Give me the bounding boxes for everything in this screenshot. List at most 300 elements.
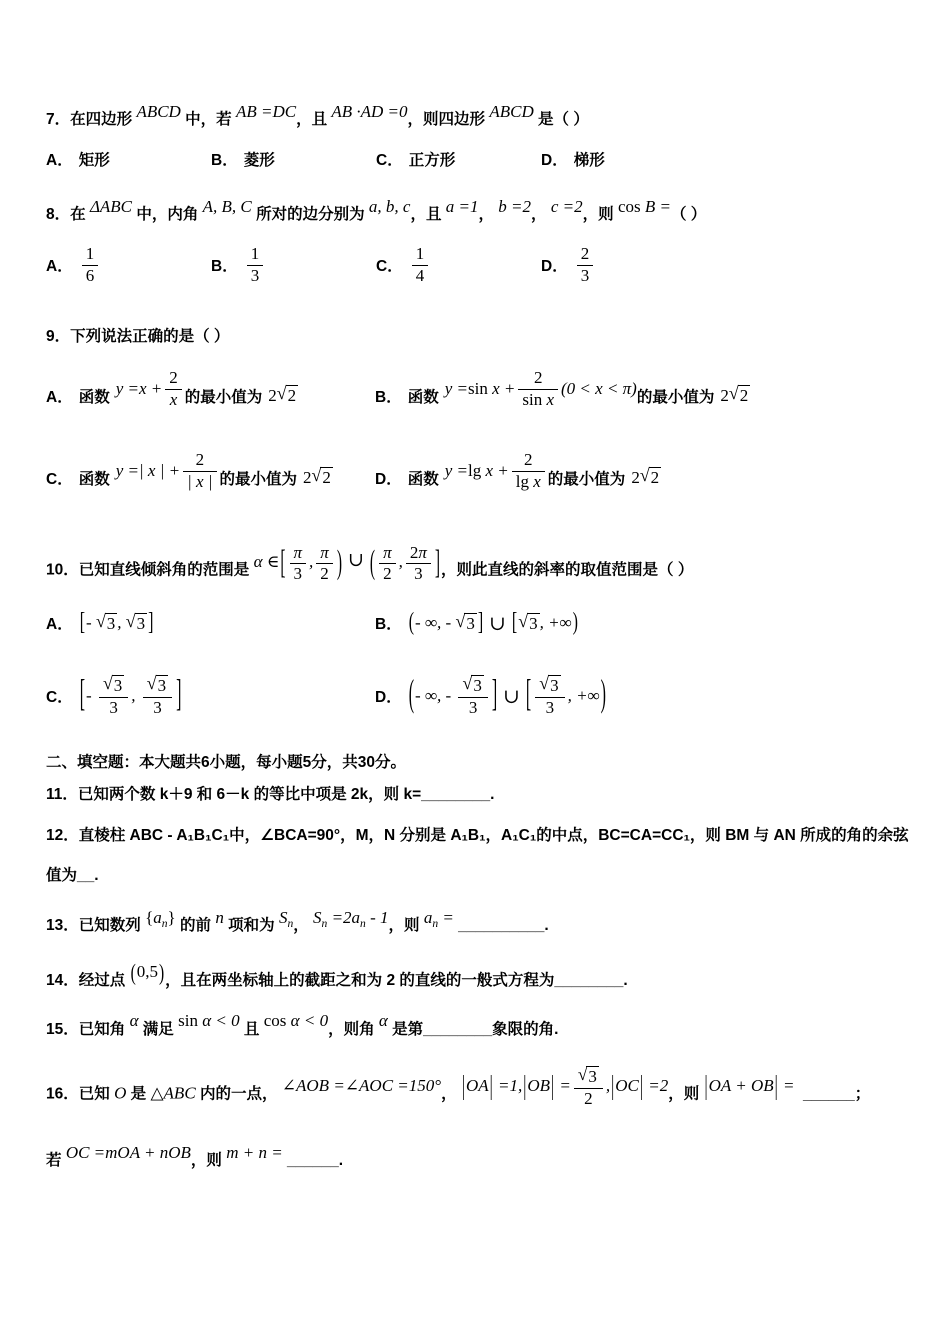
math-italic: = bbox=[555, 1075, 571, 1095]
text-run: 是（ ） bbox=[533, 111, 589, 128]
math-bracket: | bbox=[704, 1071, 708, 1102]
math-radicand bbox=[320, 467, 333, 488]
q7-option-c bbox=[376, 148, 541, 170]
text-run: ， bbox=[478, 206, 499, 223]
math-radicand bbox=[471, 675, 484, 696]
radical-icon: √ bbox=[518, 610, 529, 631]
math-italic: y =| x | + bbox=[115, 460, 181, 480]
question-9-options-cd bbox=[46, 446, 912, 510]
math-roman: ∪ bbox=[498, 685, 525, 708]
math-roman: 3 bbox=[157, 676, 167, 696]
math-fraction bbox=[406, 544, 431, 584]
math-italic: ΔABC bbox=[89, 196, 133, 216]
math-denominator bbox=[518, 390, 558, 409]
math-italic: , bbox=[309, 552, 314, 572]
math-numerator bbox=[577, 245, 594, 265]
math-italic: x bbox=[169, 389, 178, 409]
math-bracket: | bbox=[489, 1071, 493, 1102]
text-run: ，则 bbox=[668, 1084, 704, 1102]
text-run: 函数 bbox=[78, 471, 110, 488]
math-italic: α bbox=[129, 1011, 139, 1031]
math-roman: 2 bbox=[169, 368, 178, 388]
radical-icon: √ bbox=[577, 1065, 588, 1084]
q9-option-b bbox=[375, 368, 749, 416]
math-italic: α ∈ bbox=[253, 552, 280, 572]
math-roman: 3 bbox=[153, 698, 162, 718]
math-bracket: [ bbox=[79, 609, 86, 637]
math-roman: 2 bbox=[322, 468, 331, 488]
text-run: ，则 bbox=[388, 917, 424, 935]
question-12-stem: 12．直棱柱 ABC - A₁B₁C₁中，∠BCA=90°，M，N 分别是 A₁B₁，A₁C₁的中点，BC=CA=CC₁，则 BM 与 AN 所成的角的余弦值为__. bbox=[46, 827, 909, 885]
q9-option-c bbox=[46, 450, 375, 498]
math-denominator bbox=[99, 698, 128, 717]
math-numerator bbox=[82, 245, 99, 265]
math-sqrt bbox=[277, 385, 298, 406]
math-denominator bbox=[577, 266, 594, 285]
section-2-header: 二、填空题：本大题共6小题，每小题5分，共30分。 bbox=[46, 754, 406, 772]
question-8-stem bbox=[46, 189, 912, 230]
text-run: __________. bbox=[453, 917, 549, 935]
option-label: A． bbox=[46, 258, 73, 275]
radical-icon: √ bbox=[102, 673, 113, 694]
math-italic: x + bbox=[485, 460, 509, 480]
math-roman: lg bbox=[468, 460, 486, 480]
math-bracket: [ bbox=[79, 674, 86, 716]
text-run: 是第________象限的角. bbox=[387, 1020, 559, 1038]
math-roman: 2 bbox=[195, 450, 205, 470]
math-italic: - 1 bbox=[365, 908, 389, 928]
radical-icon: √ bbox=[125, 610, 136, 631]
math-bracket: ] bbox=[434, 543, 441, 582]
math-italic: =2 bbox=[327, 908, 352, 928]
math-roman: 2 bbox=[524, 450, 533, 470]
math-sub-base: S bbox=[313, 908, 322, 928]
math-roman: sin bbox=[522, 389, 547, 409]
text-run: ，且 bbox=[410, 206, 446, 223]
math-italic: α < 0 bbox=[202, 1011, 240, 1031]
math-bracket: | bbox=[611, 1071, 615, 1102]
question-13-stem bbox=[46, 900, 912, 946]
math-roman: 3 bbox=[529, 613, 538, 633]
q9-option-a bbox=[46, 368, 375, 416]
math-roman: 3 bbox=[468, 698, 478, 718]
math-italic: π bbox=[320, 542, 329, 562]
math-subscripted bbox=[423, 908, 439, 931]
math-italic: =1, bbox=[493, 1075, 523, 1095]
math-roman: 2 bbox=[650, 468, 660, 488]
math-fraction bbox=[379, 544, 396, 584]
math-radicand bbox=[135, 613, 148, 634]
text-run: 函数 bbox=[407, 471, 439, 488]
math-denominator bbox=[406, 564, 431, 584]
math-italic: y = bbox=[444, 378, 468, 398]
math-roman: 2 bbox=[287, 386, 297, 406]
q10-option-c bbox=[46, 675, 375, 718]
math-numerator bbox=[143, 675, 172, 698]
radical-icon: √ bbox=[639, 465, 650, 486]
text-run: ，则此直线的斜率的取值范围是（ ） bbox=[441, 561, 694, 579]
text-run: 7．在四边形 bbox=[46, 111, 137, 128]
text-run: 14．经过点 bbox=[46, 971, 130, 989]
math-subscripted bbox=[313, 908, 328, 931]
math-radicand bbox=[548, 675, 561, 696]
math-roman: 1 bbox=[85, 244, 95, 264]
math-numerator bbox=[99, 675, 128, 698]
math-italic: O bbox=[114, 1082, 127, 1102]
math-radicand bbox=[649, 467, 662, 488]
math-roman: sin bbox=[468, 378, 493, 398]
q7-option-b bbox=[211, 148, 376, 170]
math-sub-script: n bbox=[321, 917, 328, 931]
math-sqrt bbox=[518, 610, 539, 634]
math-subscripted bbox=[278, 908, 294, 931]
math-roman: 2 bbox=[580, 244, 590, 264]
math-italic: - bbox=[86, 613, 96, 633]
math-denominator bbox=[535, 698, 564, 717]
math-roman: cos bbox=[263, 1011, 291, 1031]
q8-option-d bbox=[541, 245, 706, 285]
math-numerator bbox=[379, 544, 396, 565]
question-10-options-cd bbox=[46, 660, 912, 732]
q8-option-a bbox=[46, 245, 211, 285]
text-run: ______. bbox=[286, 1152, 343, 1170]
option-label: A． bbox=[46, 389, 73, 406]
math-italic: - ∞, - bbox=[415, 613, 456, 633]
text-run: 是 bbox=[126, 1084, 151, 1102]
math-roman: 2 bbox=[739, 386, 749, 406]
text-run: ，则四边形 bbox=[407, 111, 490, 128]
math-sqrt bbox=[729, 385, 750, 406]
math-roman: △ bbox=[150, 1082, 164, 1102]
math-sqrt bbox=[103, 675, 124, 696]
option-label: D． bbox=[375, 471, 402, 488]
math-roman: 3 bbox=[106, 613, 116, 633]
question-9-stem: 9．下列说法正确的是（ ） bbox=[46, 328, 230, 345]
math-roman: 2 bbox=[303, 468, 312, 487]
text-run: 满足 bbox=[138, 1020, 179, 1038]
math-sub-script: n bbox=[432, 917, 439, 931]
math-sqrt bbox=[640, 467, 661, 488]
question-7-options bbox=[46, 147, 912, 171]
math-numerator bbox=[290, 544, 307, 565]
math-sqrt bbox=[462, 675, 483, 696]
math-radicand bbox=[464, 613, 477, 634]
radical-icon: √ bbox=[539, 673, 550, 694]
math-denominator bbox=[183, 472, 216, 491]
text-run: 中，若 bbox=[180, 111, 236, 128]
math-italic: OC bbox=[615, 1075, 639, 1095]
math-bracket: | bbox=[461, 1071, 465, 1102]
math-radicand bbox=[105, 613, 118, 634]
math-radicand bbox=[156, 675, 169, 696]
math-sqrt bbox=[95, 610, 117, 634]
q9-option-d bbox=[375, 450, 704, 498]
math-sub-script: n bbox=[287, 917, 294, 931]
math-roman: 3 bbox=[545, 698, 555, 718]
math-numerator bbox=[535, 675, 564, 698]
question-16-stem-line2 bbox=[46, 1137, 912, 1176]
math-denominator bbox=[165, 390, 182, 409]
math-fraction bbox=[99, 675, 128, 718]
radical-icon: √ bbox=[455, 610, 466, 631]
math-bracket: | bbox=[774, 1071, 778, 1102]
text-run: 函数 bbox=[407, 389, 439, 406]
text-run: ，且在两坐标轴上的截距之和为 2 的直线的一般式方程为________. bbox=[165, 971, 628, 989]
math-roman: } bbox=[167, 908, 176, 928]
question-16-stem bbox=[46, 1055, 912, 1116]
math-subscripted bbox=[153, 908, 168, 931]
option-label: C． bbox=[46, 471, 73, 488]
math-roman: 3 bbox=[414, 564, 423, 584]
text-run: 所对的边分别为 bbox=[251, 206, 369, 223]
math-roman: 3 bbox=[250, 265, 260, 285]
math-roman: 3 bbox=[113, 676, 123, 696]
text-run: 且 bbox=[239, 1020, 264, 1038]
math-bracket: | bbox=[551, 1071, 555, 1102]
math-italic: , bbox=[605, 1075, 611, 1095]
math-italic: y =x + bbox=[115, 378, 163, 398]
math-italic: , bbox=[398, 552, 403, 572]
q10-option-a bbox=[46, 609, 375, 637]
text-run: 中，内角 bbox=[132, 206, 203, 223]
text-run: ，则角 bbox=[328, 1020, 379, 1038]
radical-icon: √ bbox=[276, 383, 287, 404]
math-bracket: ( bbox=[369, 543, 376, 582]
math-italic: ABCD bbox=[489, 101, 534, 121]
math-italic: b =2 bbox=[498, 196, 532, 216]
math-roman: 3 bbox=[109, 698, 118, 718]
math-italic: x + bbox=[492, 378, 516, 398]
math-roman: cos bbox=[617, 196, 645, 216]
radical-icon: √ bbox=[311, 465, 322, 486]
text-run: ， bbox=[441, 1084, 461, 1102]
question-11-stem: 11．已知两个数 k＋9 和 6－k 的等比中项是 2k，则 k=________. bbox=[46, 786, 495, 804]
math-denominator bbox=[458, 698, 487, 717]
option-label: C． bbox=[376, 258, 403, 275]
math-sqrt bbox=[539, 675, 560, 696]
math-sub-script: n bbox=[161, 917, 168, 931]
math-italic: , +∞ bbox=[567, 686, 600, 706]
math-denominator bbox=[290, 564, 307, 584]
question-7-stem bbox=[46, 100, 912, 135]
math-italic: y = bbox=[444, 460, 468, 480]
math-denominator bbox=[82, 266, 99, 285]
math-italic: α < 0 bbox=[290, 1011, 329, 1031]
option-label: C． bbox=[46, 689, 73, 707]
math-numerator bbox=[406, 544, 431, 565]
math-italic: m + n = bbox=[226, 1142, 287, 1162]
text-run: ______； bbox=[798, 1084, 871, 1102]
math-italic: | x | bbox=[187, 471, 213, 491]
math-fraction bbox=[290, 544, 307, 584]
math-roman: 0,5 bbox=[136, 962, 158, 982]
radical-icon: √ bbox=[95, 610, 106, 631]
math-sub-base: S bbox=[278, 908, 288, 928]
q7-option-d bbox=[541, 148, 706, 170]
math-italic: x bbox=[533, 471, 541, 491]
text-run: ，则 bbox=[582, 206, 618, 223]
math-bracket: ) bbox=[600, 674, 606, 716]
text-run: 梯形 bbox=[573, 152, 605, 169]
text-run: （ ） bbox=[670, 206, 707, 223]
math-bracket: ( bbox=[130, 960, 136, 986]
option-label: A． bbox=[46, 616, 73, 634]
math-radicand bbox=[738, 385, 751, 406]
option-label: C． bbox=[376, 152, 403, 169]
math-italic: a, b, c bbox=[368, 196, 411, 216]
math-roman: 2 bbox=[720, 386, 729, 405]
math-fraction bbox=[535, 675, 564, 718]
math-italic: ABC bbox=[163, 1082, 196, 1102]
math-numerator bbox=[512, 451, 545, 471]
text-run: ， bbox=[531, 206, 551, 223]
question-10-stem bbox=[46, 532, 912, 590]
math-italic: OC =mOA + nOB bbox=[65, 1142, 191, 1162]
q8-option-b bbox=[211, 245, 376, 285]
math-roman: 2 bbox=[383, 564, 392, 584]
math-roman: 3 bbox=[473, 676, 482, 696]
text-run: 内的一点， bbox=[195, 1084, 282, 1102]
option-label: D． bbox=[375, 689, 402, 707]
math-fraction bbox=[458, 675, 487, 718]
q10-option-b bbox=[375, 611, 704, 636]
radical-icon: √ bbox=[462, 673, 473, 694]
math-numerator bbox=[412, 245, 429, 265]
math-subscripted bbox=[351, 908, 366, 931]
math-radicand bbox=[586, 1066, 599, 1087]
math-roman: 2 bbox=[533, 368, 543, 388]
math-sqrt bbox=[312, 467, 333, 488]
math-italic: (0 < x < π) bbox=[561, 378, 637, 398]
q10-option-d bbox=[375, 675, 704, 718]
text-run: 矩形 bbox=[78, 152, 110, 169]
math-italic: n bbox=[215, 908, 224, 928]
math-numerator bbox=[574, 1066, 603, 1089]
text-run: 若 bbox=[46, 1152, 66, 1170]
text-run: 的最小值为 bbox=[547, 471, 626, 488]
text-run: ， bbox=[293, 917, 314, 935]
math-fraction bbox=[518, 369, 558, 409]
math-numerator bbox=[183, 451, 216, 471]
math-bracket: ( bbox=[408, 609, 415, 637]
text-run: 15．已知角 bbox=[46, 1020, 130, 1038]
math-numerator bbox=[247, 245, 264, 265]
math-bracket: | bbox=[639, 1071, 643, 1102]
option-label: B． bbox=[375, 389, 402, 406]
math-denominator bbox=[412, 266, 429, 285]
math-italic: π bbox=[293, 542, 303, 562]
math-italic: c =2 bbox=[550, 196, 583, 216]
math-denominator bbox=[247, 266, 264, 285]
text-run: 的最小值为 bbox=[636, 389, 715, 406]
text-run: ，且 bbox=[296, 111, 332, 128]
math-bracket: [ bbox=[280, 543, 286, 582]
math-bracket: ] bbox=[176, 674, 182, 716]
option-label: B． bbox=[211, 152, 238, 169]
math-fraction bbox=[247, 245, 264, 285]
math-italic: - ∞, - bbox=[415, 686, 456, 706]
q8-option-c bbox=[376, 245, 541, 285]
math-italic: , bbox=[117, 613, 126, 633]
math-numerator bbox=[316, 544, 333, 565]
math-radicand bbox=[527, 613, 540, 634]
math-sub-base: a bbox=[423, 908, 433, 928]
math-italic: - bbox=[86, 686, 96, 706]
math-fraction bbox=[82, 245, 99, 285]
option-label: B． bbox=[211, 258, 238, 275]
math-sqrt bbox=[578, 1066, 599, 1087]
math-roman: { bbox=[145, 908, 154, 928]
option-label: B． bbox=[375, 616, 402, 634]
math-italic: = bbox=[438, 908, 454, 928]
text-run: 的最小值为 bbox=[184, 389, 263, 406]
text-run: 10．已知直线倾斜角的范围是 bbox=[46, 561, 254, 579]
math-bracket: [ bbox=[511, 609, 518, 637]
math-bracket: ( bbox=[408, 674, 415, 716]
radical-icon: √ bbox=[146, 673, 157, 694]
question-14-stem bbox=[46, 955, 912, 996]
math-italic: ABCD bbox=[136, 101, 181, 121]
math-bracket: | bbox=[523, 1071, 527, 1102]
math-fraction bbox=[316, 544, 333, 584]
math-italic: A, B, C bbox=[202, 196, 252, 216]
math-numerator bbox=[165, 369, 182, 389]
math-roman: ∪ bbox=[342, 550, 369, 572]
math-bracket: ] bbox=[477, 609, 484, 637]
text-run: 8．在 bbox=[46, 206, 90, 223]
text-run: 13．已知数列 bbox=[46, 917, 146, 935]
math-italic: B = bbox=[644, 196, 671, 216]
math-numerator bbox=[458, 675, 487, 698]
question-8-options bbox=[46, 238, 912, 292]
text-run: 16．已知 bbox=[46, 1084, 115, 1102]
math-fraction bbox=[412, 245, 429, 285]
math-italic: , +∞ bbox=[539, 613, 572, 633]
math-sub-script: n bbox=[360, 917, 366, 931]
option-label: D． bbox=[541, 258, 568, 275]
math-italic: α bbox=[378, 1011, 388, 1031]
math-roman: 2 bbox=[320, 564, 329, 584]
text-run: 函数 bbox=[78, 389, 110, 406]
math-fraction bbox=[165, 369, 182, 409]
math-sqrt bbox=[125, 610, 147, 634]
math-sqrt bbox=[455, 610, 476, 634]
math-fraction bbox=[143, 675, 172, 718]
math-bracket: ] bbox=[491, 674, 498, 716]
math-italic: a =1 bbox=[445, 196, 479, 216]
math-italic: OB bbox=[527, 1075, 551, 1095]
text-run: 正方形 bbox=[408, 152, 456, 169]
text-run: 项和为 bbox=[223, 917, 279, 935]
math-roman: 3 bbox=[293, 564, 303, 584]
math-bracket: ) bbox=[336, 543, 342, 582]
math-radicand bbox=[286, 385, 299, 406]
text-run: 菱形 bbox=[243, 152, 275, 169]
math-roman: 3 bbox=[580, 265, 590, 285]
math-radicand bbox=[112, 675, 125, 696]
math-roman: 6 bbox=[85, 265, 95, 285]
math-italic: OA + OB bbox=[708, 1075, 774, 1095]
radical-icon: √ bbox=[728, 383, 739, 404]
math-sub-base: a bbox=[351, 908, 361, 928]
math-roman: 2 bbox=[409, 542, 419, 562]
math-italic: AB ·AD =0 bbox=[331, 101, 408, 121]
text-run: 的最小值为 bbox=[219, 471, 298, 488]
math-roman: 2 bbox=[584, 1088, 593, 1108]
math-italic: , bbox=[131, 686, 140, 706]
math-italic: ∠AOB =∠AOC =150° bbox=[281, 1075, 442, 1095]
math-italic: =2 bbox=[644, 1075, 669, 1095]
